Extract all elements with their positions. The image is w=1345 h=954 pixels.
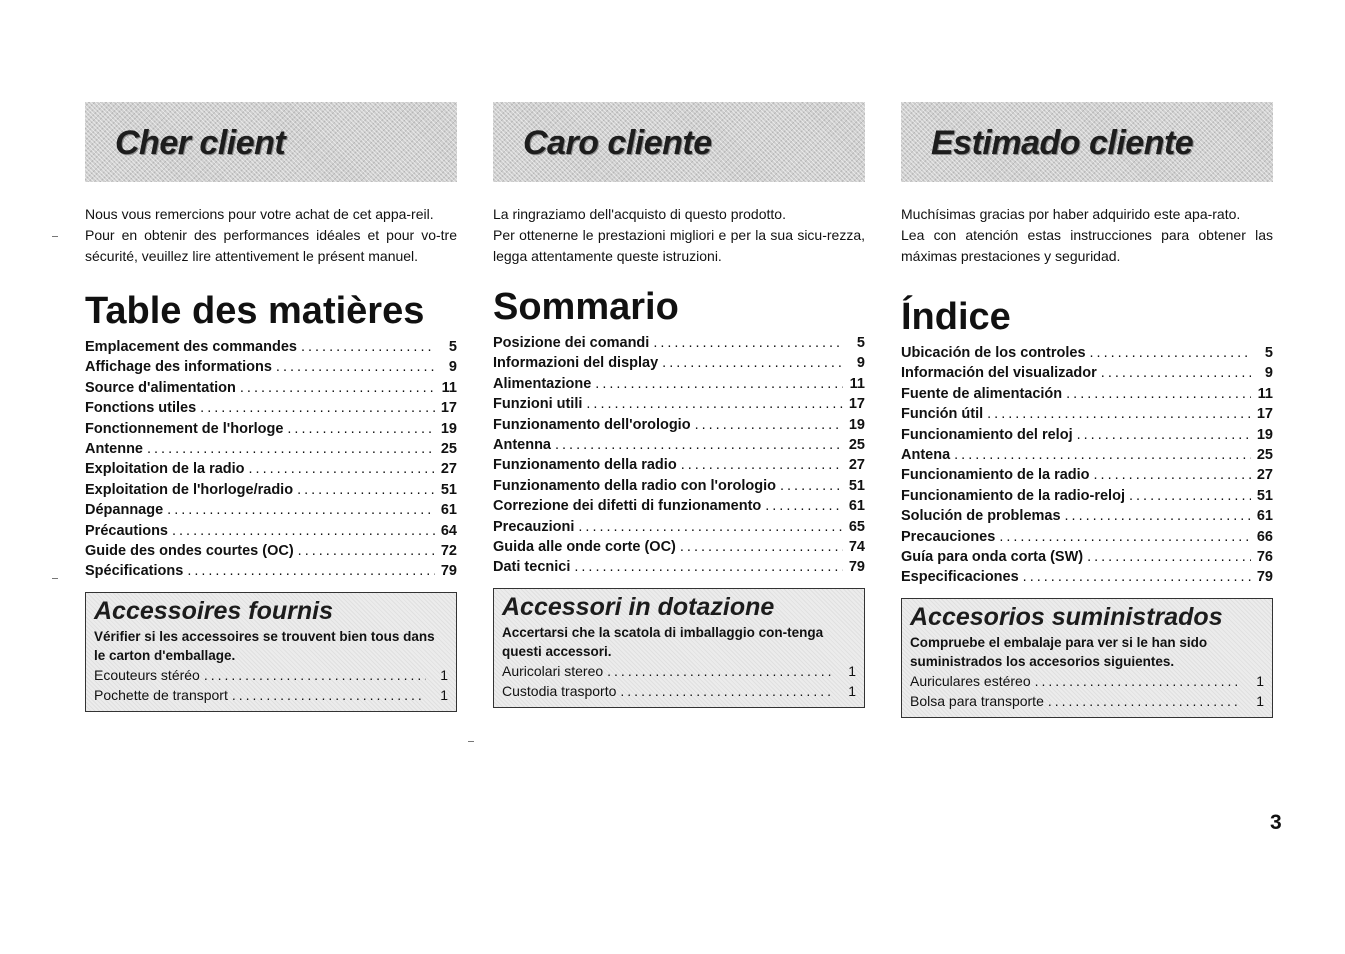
toc-item <box>85 378 457 398</box>
dot-leader <box>574 557 843 577</box>
toc-entry-label: Source d'alimentation <box>85 379 236 396</box>
accessory-qty: 1 <box>440 686 448 703</box>
toc-item <box>901 465 1273 485</box>
toc-entry <box>493 517 865 537</box>
toc-entry-label: Precauciones <box>901 528 996 545</box>
toc-entry <box>901 445 1273 465</box>
toc-item <box>85 419 457 439</box>
toc-entry <box>85 357 457 377</box>
dot-leader <box>298 541 435 561</box>
margin-mark <box>52 236 58 237</box>
dot-leader <box>147 439 435 459</box>
toc-entry <box>85 500 457 520</box>
toc-entry-page: 61 <box>440 502 457 519</box>
toc-item <box>85 337 457 357</box>
intro-paragraph: Muchísimas gracias por haber adquirido este apa-rato. <box>901 206 1241 222</box>
accessories-title: Accessori in dotazione <box>502 592 775 621</box>
toc-entry <box>493 537 865 557</box>
dot-leader <box>578 517 843 537</box>
accessories-note: Accertarsi che la scatola di imballaggio con-tenga questi accessori. <box>502 624 824 659</box>
banner <box>85 102 457 182</box>
toc-item <box>493 476 865 496</box>
toc-item <box>85 500 457 520</box>
banner-title: Cher client <box>115 124 286 162</box>
toc-entry <box>85 459 457 479</box>
toc-entry-label: Spécifications <box>85 563 184 580</box>
dot-leader <box>1065 506 1251 526</box>
accessories-list <box>94 665 448 705</box>
toc-item <box>901 506 1273 526</box>
toc-entry-page: 11 <box>441 379 457 396</box>
toc-item <box>85 480 457 500</box>
accessory-label: Bolsa para transporte <box>910 692 1044 709</box>
toc-item <box>493 333 865 353</box>
toc-entry-page: 25 <box>440 441 457 458</box>
dot-leader <box>765 496 843 516</box>
toc-entry-label: Emplacement des commandes <box>85 339 297 355</box>
dot-leader <box>662 353 843 373</box>
dot-leader <box>954 445 1251 465</box>
toc-entry-page: 25 <box>1256 447 1273 464</box>
dot-leader <box>695 415 843 435</box>
intro-paragraph: La ringraziamo dell'acquisto di questo prodotto. <box>493 206 786 222</box>
accessory-label: Auriculares estéreo <box>910 672 1031 689</box>
toc-entry-label: Guía para onda corta (SW) <box>901 549 1084 566</box>
dot-leader <box>249 459 435 479</box>
toc-item <box>493 557 865 577</box>
toc-entry <box>493 496 865 516</box>
accessory-label: Auricolari stereo <box>502 662 604 679</box>
accessory-item <box>910 671 1264 691</box>
toc-entry <box>85 337 457 357</box>
toc-entry-page: 17 <box>1256 406 1273 423</box>
dot-leader <box>301 337 435 357</box>
toc-entry-label: Exploitation de la radio <box>85 461 245 478</box>
toc-entry-label: Affichage des informations <box>85 359 272 376</box>
toc-entry-label: Fuente de alimentación <box>901 385 1063 402</box>
toc-item <box>901 567 1273 587</box>
toc-entry-label: Funzionamento della radio con l'orologio <box>493 477 776 494</box>
toc-entry-page: 74 <box>848 539 865 556</box>
accessory-item <box>94 685 448 705</box>
dot-leader <box>1077 425 1251 445</box>
toc-entry <box>901 425 1273 445</box>
toc-entry <box>85 541 457 561</box>
toc-item <box>85 357 457 377</box>
intro-text <box>493 204 865 267</box>
toc-item <box>901 486 1273 506</box>
toc-item <box>493 455 865 475</box>
dot-leader <box>987 404 1251 424</box>
accessory-qty: 1 <box>440 666 448 683</box>
accessories-list <box>502 661 856 701</box>
dot-leader <box>1066 384 1251 404</box>
toc-entry-page: 5 <box>856 335 865 351</box>
toc-item <box>901 363 1273 383</box>
toc-entry <box>901 465 1273 485</box>
toc-entry-page: 51 <box>848 477 865 494</box>
accessories-box <box>901 598 1273 718</box>
toc-entry-page: 19 <box>848 416 865 433</box>
toc-entry-page: 17 <box>848 396 865 413</box>
dot-leader <box>240 378 435 398</box>
toc-item <box>493 517 865 537</box>
toc-entry-label: Informazioni del display <box>493 355 659 372</box>
toc-entry-label: Correzione dei difetti di funzionamento <box>493 498 762 515</box>
toc-entry-label: Precauzioni <box>493 518 575 535</box>
toc-entry <box>493 557 865 577</box>
intro-text <box>901 204 1273 267</box>
toc-entry-label: Alimentazione <box>493 375 592 392</box>
accessories-title: Accesorios suministrados <box>910 602 1223 631</box>
dot-leader <box>287 419 435 439</box>
dot-leader <box>204 665 426 685</box>
toc-entry-page: 51 <box>1256 487 1273 504</box>
toc-entry-label: Funcionamiento del reloj <box>901 426 1073 443</box>
accessory-label: Custodia trasporto <box>502 682 617 699</box>
dot-leader <box>200 398 435 418</box>
dot-leader <box>555 435 843 455</box>
toc-entry-label: Funcionamiento de la radio-reloj <box>901 487 1125 504</box>
toc-entry-label: Funzioni utili <box>493 396 583 413</box>
toc-list <box>85 337 457 582</box>
accessory-qty: 1 <box>1256 692 1264 709</box>
accessories-box <box>493 588 865 708</box>
toc-item <box>901 384 1273 404</box>
margin-mark <box>468 741 474 742</box>
dot-leader <box>1048 691 1242 711</box>
toc-entry <box>901 567 1273 587</box>
toc-list <box>901 343 1273 588</box>
toc-entry-page: 79 <box>440 563 457 580</box>
accessories-box <box>85 592 457 712</box>
toc-entry-label: Fonctionnement de l'horloge <box>85 420 284 437</box>
accessory-label: Pochette de transport <box>94 686 228 703</box>
dot-leader <box>187 561 435 581</box>
toc-entry <box>493 394 865 414</box>
toc-entry-label: Funzionamento dell'orologio <box>493 416 691 433</box>
banner <box>493 102 865 182</box>
toc-entry <box>901 343 1273 363</box>
toc-entry <box>85 561 457 581</box>
banner <box>901 102 1273 182</box>
toc-item <box>493 374 865 394</box>
dot-leader <box>607 661 834 681</box>
toc-item <box>901 527 1273 547</box>
intro-text <box>85 204 457 267</box>
dot-leader <box>172 521 435 541</box>
accessory-item <box>502 681 856 701</box>
toc-entry <box>85 378 457 398</box>
toc-title: Table des matières <box>85 290 425 332</box>
toc-entry-page: 9 <box>1264 365 1273 382</box>
dot-leader <box>1101 363 1251 383</box>
toc-entry-label: Posizione dei comandi <box>493 335 650 351</box>
accessory-label: Ecouteurs stéréo <box>94 666 200 683</box>
toc-item <box>493 496 865 516</box>
toc-entry-page: 61 <box>848 498 865 515</box>
toc-entry-page: 79 <box>1256 569 1273 586</box>
toc-item <box>85 398 457 418</box>
dot-leader <box>681 455 843 475</box>
toc-entry <box>493 455 865 475</box>
toc-entry-label: Funzionamento della radio <box>493 457 677 474</box>
toc-item <box>493 415 865 435</box>
dot-leader <box>999 527 1251 547</box>
toc-entry-page: 19 <box>440 420 457 437</box>
toc-entry-label: Información del visualizador <box>901 365 1097 382</box>
dot-leader <box>1087 547 1251 567</box>
toc-entry-page: 27 <box>1256 467 1273 484</box>
toc-item <box>85 459 457 479</box>
dot-leader <box>780 476 843 496</box>
toc-entry-label: Fonctions utiles <box>85 400 197 417</box>
toc-item <box>901 445 1273 465</box>
toc-item <box>85 541 457 561</box>
toc-entry-label: Antenna <box>493 437 551 454</box>
toc-entry-label: Antenne <box>85 441 143 458</box>
toc-entry-page: 51 <box>440 481 457 498</box>
toc-item <box>493 394 865 414</box>
page-number: 3 <box>1270 811 1282 834</box>
toc-entry-page: 5 <box>448 339 457 355</box>
toc-item <box>493 537 865 557</box>
toc-item <box>901 547 1273 567</box>
accessory-qty: 1 <box>1256 672 1264 689</box>
toc-entry-label: Funcionamiento de la radio <box>901 467 1090 484</box>
toc-entry-label: Dati tecnici <box>493 559 571 576</box>
toc-entry-page: 11 <box>849 375 865 392</box>
dot-leader <box>232 685 426 705</box>
toc-entry <box>901 384 1273 404</box>
toc-item <box>85 439 457 459</box>
toc-entry <box>493 415 865 435</box>
toc-item <box>493 353 865 373</box>
toc-entry-page: 9 <box>856 355 865 372</box>
banner-title: Caro cliente <box>523 124 712 162</box>
toc-entry-page: 17 <box>440 400 457 417</box>
dot-leader <box>586 394 843 414</box>
toc-entry-page: 27 <box>848 457 865 474</box>
toc-entry-page: 66 <box>1256 528 1273 545</box>
dot-leader <box>653 333 843 353</box>
toc-entry-label: Solución de problemas <box>901 508 1061 525</box>
toc-entry-label: Exploitation de l'horloge/radio <box>85 481 294 498</box>
accessories-note: Compruebe el embalaje para ver si le han sido suministrados los accesorios siguientes. <box>910 634 1208 669</box>
dot-leader <box>276 357 435 377</box>
toc-entry-page: 61 <box>1256 508 1273 525</box>
toc-item <box>85 561 457 581</box>
accessory-item <box>502 661 856 681</box>
accessories-note: Vérifier si les accessoires se trouvent bien tous dans le carton d'emballage. <box>94 628 435 663</box>
dot-leader <box>1035 671 1242 691</box>
toc-entry-page: 25 <box>848 437 865 454</box>
toc-list <box>493 333 865 578</box>
toc-entry <box>493 374 865 394</box>
toc-entry-page: 11 <box>1257 385 1273 402</box>
column-spanish <box>901 102 1273 718</box>
dot-leader <box>595 374 843 394</box>
dot-leader <box>1023 567 1251 587</box>
toc-entry <box>85 480 457 500</box>
dot-leader <box>1094 465 1251 485</box>
toc-entry <box>901 486 1273 506</box>
margin-mark <box>52 578 58 579</box>
toc-title: Sommario <box>493 286 679 328</box>
toc-entry-label: Guida alle onde corte (OC) <box>493 539 676 556</box>
toc-entry-label: Antena <box>901 447 951 464</box>
accessory-qty: 1 <box>848 682 856 699</box>
dot-leader <box>1129 486 1251 506</box>
toc-entry <box>901 506 1273 526</box>
toc-title: Índice <box>901 296 1011 338</box>
toc-entry-page: 76 <box>1256 549 1273 566</box>
toc-entry-label: Dépannage <box>85 502 164 519</box>
toc-entry-page: 27 <box>440 461 457 478</box>
toc-item <box>493 435 865 455</box>
toc-entry <box>901 404 1273 424</box>
column-french <box>85 102 457 712</box>
toc-entry-page: 9 <box>448 359 457 376</box>
banner-title: Estimado cliente <box>931 124 1194 162</box>
toc-entry-label: Guide des ondes courtes (OC) <box>85 543 294 560</box>
intro-paragraph: Lea con atención estas instrucciones para obtener las máximas prestaciones y seguridad. <box>901 227 1273 264</box>
dot-leader <box>297 480 435 500</box>
toc-entry-page: 19 <box>1256 426 1273 443</box>
accessories-title: Accessoires fournis <box>94 596 333 625</box>
toc-item <box>901 425 1273 445</box>
toc-entry <box>85 419 457 439</box>
toc-entry <box>493 476 865 496</box>
toc-entry-page: 5 <box>1264 345 1273 361</box>
toc-entry-page: 72 <box>440 543 457 560</box>
dot-leader <box>620 681 834 701</box>
dot-leader <box>167 500 435 520</box>
dot-leader <box>680 537 843 557</box>
toc-entry-label: Ubicación de los controles <box>901 345 1086 361</box>
toc-entry <box>493 333 865 353</box>
intro-paragraph: Pour en obtenir des performances idéales et pour vo-tre sécurité, veuillez lire attentivement le présent manuel. <box>85 227 457 264</box>
accessories-list <box>910 671 1264 711</box>
toc-entry-page: 64 <box>440 522 457 539</box>
toc-entry-label: Especificaciones <box>901 569 1019 586</box>
toc-entry <box>493 353 865 373</box>
toc-item <box>85 521 457 541</box>
toc-entry <box>901 527 1273 547</box>
column-italian <box>493 102 865 708</box>
accessory-item <box>94 665 448 685</box>
toc-entry <box>85 398 457 418</box>
intro-paragraph: Per ottenerne le prestazioni migliori e per la sua sicu-rezza, legga attentamente queste istruzioni. <box>493 227 865 264</box>
toc-entry-label: Précautions <box>85 522 168 539</box>
toc-entry <box>901 363 1273 383</box>
toc-entry <box>493 435 865 455</box>
accessory-qty: 1 <box>848 662 856 679</box>
accessory-item <box>910 691 1264 711</box>
toc-entry <box>901 547 1273 567</box>
intro-paragraph: Nous vous remercions pour votre achat de cet appa-reil. <box>85 206 434 222</box>
toc-entry-page: 65 <box>848 518 865 535</box>
toc-item <box>901 404 1273 424</box>
toc-item <box>901 343 1273 363</box>
dot-leader <box>1090 343 1251 363</box>
toc-entry <box>85 439 457 459</box>
toc-entry-page: 79 <box>848 559 865 576</box>
toc-entry-label: Función útil <box>901 406 984 423</box>
toc-entry <box>85 521 457 541</box>
